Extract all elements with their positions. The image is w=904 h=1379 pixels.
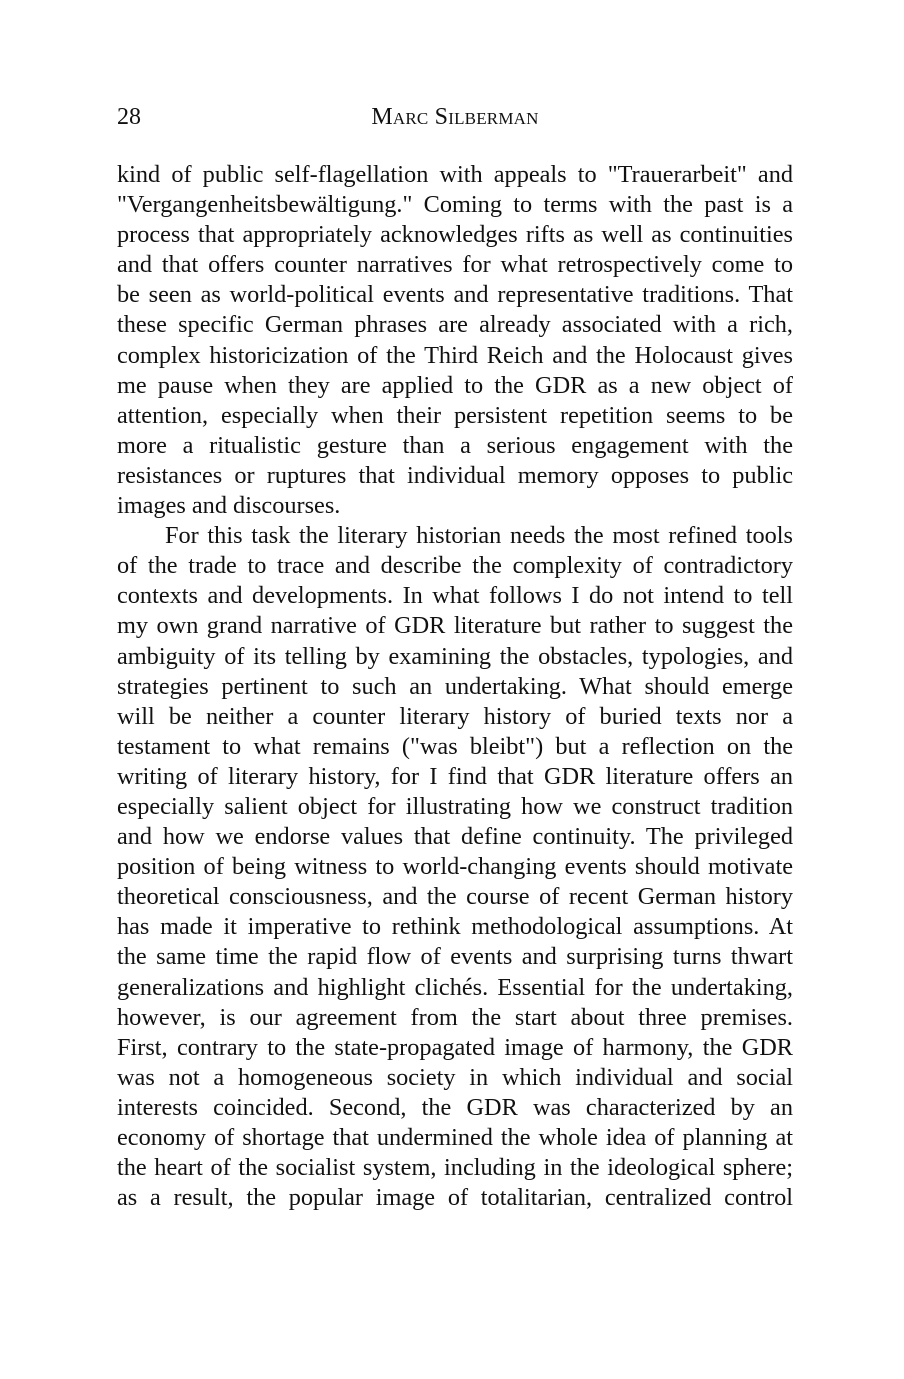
text-line: attention, especially when their persistent repetition seems to be [117, 401, 793, 429]
paragraph-1 [117, 160, 793, 521]
text-line: the same time the rapid flow of events and surprising turns thwart [117, 943, 793, 971]
text-line: For this task the literary historian needs the most refined tools [165, 522, 793, 550]
text-line: ambiguity of its telling by examining the obstacles, typologies, and [117, 642, 793, 670]
text-line: First, contrary to the state-propagated image of harmony, the GDR [117, 1033, 793, 1061]
body-text [117, 160, 793, 1213]
text-line: and that offers counter narratives for what retrospectively come to [117, 251, 793, 279]
text-line: however, is our agreement from the start about three premises. [117, 1003, 793, 1031]
text-line: of the trade to trace and describe the complexity of contradictory [117, 552, 793, 580]
running-title: Marc Silberman [371, 104, 539, 130]
text-line: more a ritualistic gesture than a serious engagement with the [117, 431, 793, 459]
text-line: testament to what remains ("was bleibt") but a reflection on the [117, 732, 793, 760]
text-line: generalizations and highlight clichés. Essential for the undertaking, [117, 973, 793, 1001]
text-line: theoretical consciousness, and the course of recent German history [117, 883, 793, 911]
page-number: 28 [117, 104, 141, 130]
text-line: position of being witness to world-changing events should motivate [117, 853, 793, 881]
text-line: and how we endorse values that define continuity. The privileged [117, 823, 793, 851]
text-line: interests coincided. Second, the GDR was characterized by an [117, 1093, 793, 1121]
text-line: complex historicization of the Third Reich and the Holocaust gives [117, 341, 793, 369]
text-line: process that appropriately acknowledges rifts as well as continuities [117, 221, 793, 249]
text-line: be seen as world-political events and representative traditions. That [117, 281, 793, 309]
paragraph-2 [117, 521, 793, 1213]
text-line: will be neither a counter literary history of buried texts nor a [117, 702, 793, 730]
text-line: economy of shortage that undermined the whole idea of planning at [117, 1124, 793, 1151]
text-line: these specific German phrases are already associated with a rich, [117, 311, 793, 339]
text-line: was not a homogeneous society in which individual and social [117, 1063, 793, 1091]
text-line: writing of literary history, for I find that GDR literature offers an [117, 762, 793, 790]
text-line: resistances or ruptures that individual memory opposes to public [117, 461, 793, 489]
text-line: "Vergangenheitsbewältigung." Coming to terms with the past is a [117, 191, 793, 219]
text-line: especially salient object for illustrating how we construct tradition [117, 792, 793, 820]
text-line: the heart of the socialist system, including in the ideological sphere; [117, 1154, 793, 1182]
text-line: has made it imperative to rethink methodological assumptions. At [117, 913, 793, 941]
text-line: images and discourses. [117, 492, 341, 520]
text-line: me pause when they are applied to the GDR as a new object of [117, 371, 793, 399]
text-line: kind of public self-flagellation with appeals to "Trauerarbeit" and [117, 161, 793, 188]
text-line: strategies pertinent to such an undertaking. What should emerge [117, 672, 793, 700]
text-line: my own grand narrative of GDR literature but rather to suggest the [117, 612, 793, 640]
text-line: contexts and developments. In what follows I do not intend to tell [117, 582, 793, 610]
text-line: as a result, the popular image of totalitarian, centralized control [117, 1184, 793, 1212]
running-head [117, 104, 793, 138]
